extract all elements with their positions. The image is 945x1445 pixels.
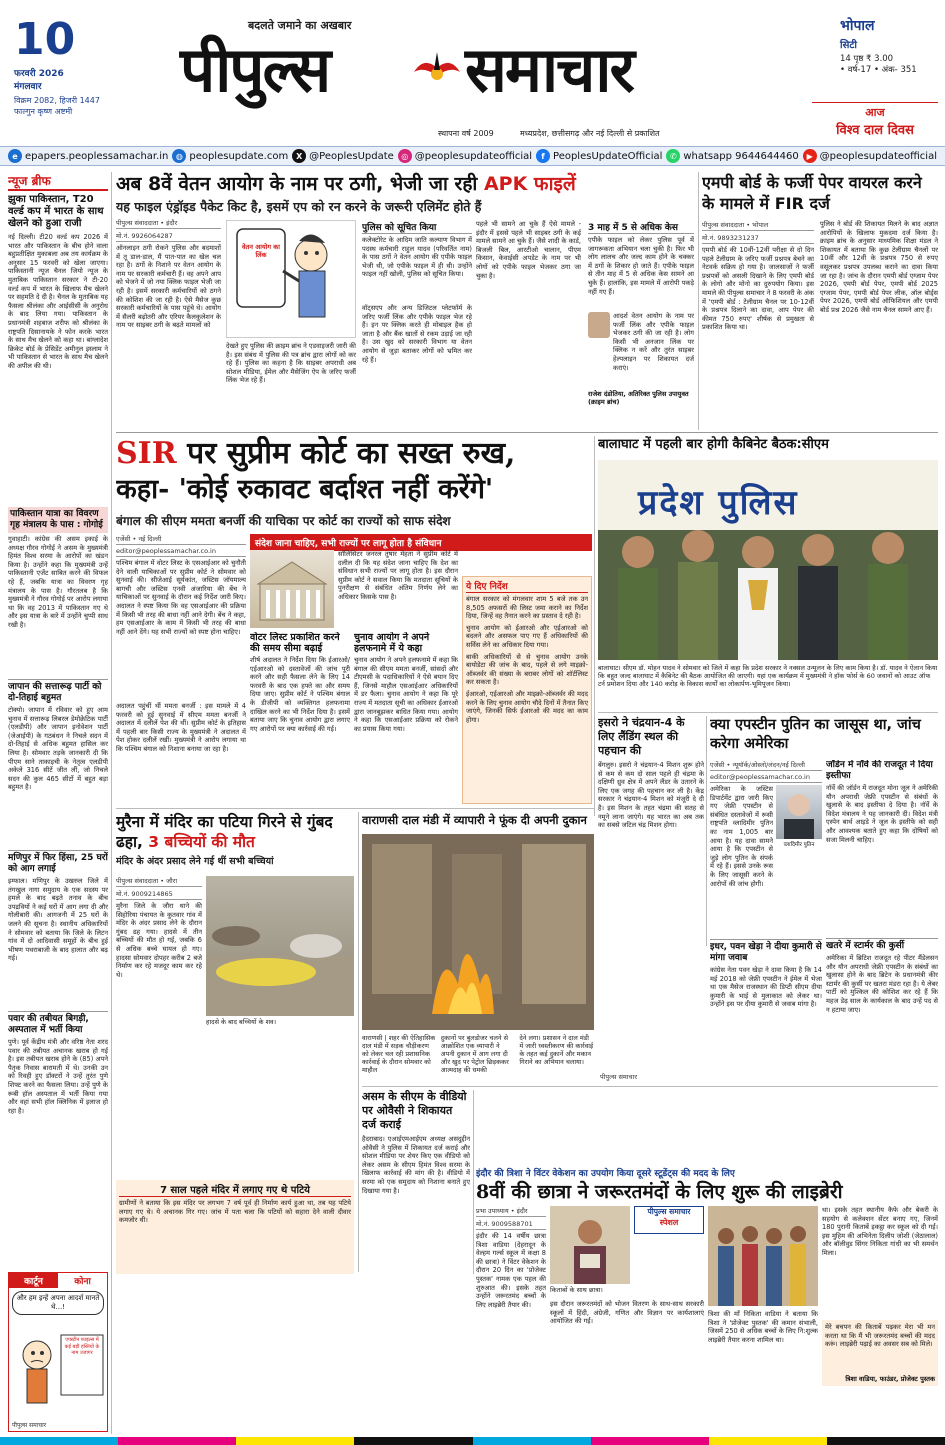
balaghat-caption: बालाघाट। सीएम डॉ. मोहन यादव ने सोमवार को जिले में कहा कि प्रदेश सरकार ने नक्सल उन्मूलन के लिए काम किया है। डॉ. यादव ने ऐलान किया कि बहुत जल्द बालाघाट में कैबिनेट की बैठक आयोजित की जाएगी। यहां एक कार्यक्रम में मुख्यमंत्री ने हॉक फोर्स के 60 जवानों को आउट ऑफ टर्न प्रमोशन दिया और 140 करोड़ के विकास कार्यों का लोकार्पण-भूमिपूजन किया। [598, 664, 938, 688]
social-x[interactable] [292, 149, 394, 163]
putin-photo [776, 785, 822, 848]
court-photo [250, 550, 334, 628]
mpboard-headline: एमपी बोर्ड के फर्जी पेपर वायरल करने के मामले में FIR दर्ज [702, 173, 922, 213]
epstein-col-1 [710, 760, 822, 1162]
phone-cartoon-drawing [227, 221, 356, 338]
apk-col-3 [362, 220, 472, 428]
city-name: भोपाल [840, 18, 875, 34]
morena-subhead: मंदिर के अंदर प्रसाद लेने गई थीं सभी बच्चियां [116, 856, 274, 867]
social-facebook[interactable] [536, 149, 662, 163]
mpboard-story [702, 172, 938, 430]
issue-number: • वर्ष-17 • अंक- 351 [840, 65, 917, 75]
phalgun-date: फाल्गुन कृष्ण अष्टमी [14, 107, 73, 116]
social-youtube-label: @peoplesupdateofficial [819, 150, 937, 162]
starmer-body: अमेरिका में ब्रिटिश राजदूत रहे पीटर मैंडेलसन और यौन अपराधी जेफ्री एपस्टीन के संबंधों का खुलासा होने के बाद ब्रिटेन के प्रधानमंत्री कीर स्टार्मर की कुर्सी पर खतरा मंडरा रहा है। ये लेबर पार्टी को मुश्किल की कोशिश कर रहे हैं कि महज डेढ़ साल के कार्यकाल के बाद उन्हें पद से न हटाया जाए। [826, 954, 938, 1014]
jordan-body: नॉर्वे की जॉर्डन में राजदूत मोना जूल ने अमेरिकी यौन अपराधी जेफ्री एपस्टीन से संबंधों के खुलासे के बाद इस्तीफा दे दिया है। नॉर्वे के विदेश मंत्रालय ने यह जानकारी दी। विदेश मंत्री एस्पेन बार्थ आइडे ने जूल के इस्तीफे को सही और आवश्यक बताते हुए कहा कि दोषियों को सजा मिलनी चाहिए। [826, 784, 938, 844]
apk-box-body: कलेक्टोरेट के आदिम जाति कल्याण विभाग में पदस्थ कर्मचारी राहुल यादव (परिवर्तित नाम) के पास ठगों ने वेतन आयोग की एपीके फाइल भेजी थी, जो एपीके फाइल में ही थी। उन्होंने फाइल नहीं खोली, पुलिस को सूचित किया। [362, 236, 472, 279]
varanasi-story [362, 812, 594, 1082]
sir-sub2-title: वोटर लिस्ट प्रकाशित करने की समय सीमा बढ़ाई [250, 632, 340, 654]
rule-h-2 [598, 712, 938, 713]
sir-box-title: ये दिए निर्देश [466, 579, 588, 593]
published-from: मध्यप्रदेश, छत्तीसगढ़ और नई दिल्ली से प्रकाशित [520, 129, 660, 138]
apk-col-4 [476, 220, 581, 428]
library-headline: 8वीं की छात्रा ने जरूरतमंदों के लिए शुरू की लाइब्रेरी [476, 1181, 843, 1203]
fire-photo-drawing [362, 834, 594, 1030]
pawan-title: इधर, पवन खेड़ा ने दीया कुमारी से मांगा जवाब [710, 939, 822, 964]
pawan-body: कांग्रेस नेता पवन खेड़ा ने दावा किया है कि 14 मई 2018 को जेफ्री एपस्टीन ने ईमेल में भेजा था एक मैसेज राजस्थान की डिप्टी सीएम दीया कुमारी के भाई से मुलाकात को लेकर था। उन्होंने इस पर दीया कुमारी से जवाब मांगा है। [710, 966, 822, 1009]
rule-top-right [698, 172, 699, 430]
social-instagram-label: @peoplesupdateofficial [414, 150, 533, 162]
page-count-price: 14 पृष्ठ ₹ 3.00 [840, 54, 894, 64]
rule-left [111, 172, 112, 1434]
sir-body-2: अदालत पहुंचीं थीं ममता बनर्जी : इस मामले में 4 फरवरी को हुई सुनवाई में सीएम ममता बनर्जी ने अदालत में दलीलें पेश की थीं। सुप्रीम कोर्ट के इतिहास में पहली बार किसी राज्य के मुख्यमंत्री ने अदालत में पेश होकर दलीलें रखीं। मुख्यमंत्री ने आरोप लगाया था कि पश्चिम बंगाल को निशाना बनाया जा रहा है। [116, 702, 246, 753]
facebook-icon: f [536, 149, 550, 163]
epstein-col-2 [826, 760, 938, 1162]
brief-item-2-title: पाकिस्तान यात्रा का विवरण गृह मंत्रालय के पास : गोगोई [8, 507, 108, 533]
accident-photo-drawing [206, 876, 354, 1016]
library-col-3 [708, 1310, 818, 1436]
youtube-icon: ▶ [803, 149, 817, 163]
morena-box [116, 1180, 354, 1274]
mpboard-body-1: एमपी बोर्ड की 10वीं-12वीं परीक्षा से दो दिन पहले टेलीग्राम के जरिए फर्जी प्रश्नपत्र बेचने का नेटवर्क सक्रिय हो गया है। जालसाजों ने फर्जी प्रश्नपत्रों को असली दिखाने के लिए एमपी बोर्ड के लोगो और मोनो का दुरुपयोग किया। इस मामले की पीपुल्स समाचार ने 8 फरवरी के अंक में 'एमपी बोर्ड : टेलीग्राम चैनल पर 10-12वीं के प्रश्नपत्र दिलाने का दावा, आप पेपर की कीमत 750 रुपए' शीर्षक से प्रमुखता से प्रकाशित किया था। [702, 246, 814, 332]
logo-emblem [412, 44, 462, 94]
sir-body-3: सॉलिसिटर जनरल तुषार मेहता ने सुप्रीम कोर्ट में दलील दी कि यह संदेश जाना चाहिए कि देश का संविधान सभी राज्यों पर लागू होता है। इस दौरान सुप्रीम कोर्ट ने सवाल किया कि मतदाता सूचियों के पुनरीक्षण से संबंधित अंतिम निर्णय लेने का अधिकार किसके पास है। [338, 550, 458, 601]
library-phone: मो.नं. 9009588701 [476, 1219, 546, 1230]
owaisi-body: हैदराबाद। एआईएमआईएम अध्यक्ष असदुद्दीन ओवैसी ने पुलिस में शिकायत दर्ज कराई और सोशल मीडिया पर शेयर किए एक वीडियो को लेकर असम के सीएम हिमंत विश्व सरमा के खिलाफ कार्रवाई की मांग की है। वीडियो में सरमा को एक समुदाय को निशाना बनाते हुए दिखाया गया है। [362, 1135, 470, 1195]
sir-headline-2: कहा- 'कोई रुकावट बर्दाश्त नहीं करेंगे' [116, 474, 494, 505]
morena-body-1: मुरैना जिले के जौरा थाने की सिहोरिया पंचायत के कुतवार गांव में मंदिर के अंदर प्रसाद लेने के दौरान गुंबद ढह गया। हादसे में तीन बच्चियों की मौत हो गई, जबकि 6 से अधिक बच्चे घायल हो गए। हादसा सोमवार दोपहर करीब 2 बजे निर्माण कर रहे मजदूर काम कर रहे थे। [116, 902, 202, 979]
court-building-drawing [250, 550, 334, 628]
sir-subhead: बंगाल की सीएम ममता बनर्जी की याचिका पर कोर्ट का राज्यों को साफ संदेश [116, 514, 451, 528]
mpboard-col-1 [702, 220, 814, 430]
social-website[interactable] [172, 149, 288, 163]
library-col-1 [476, 1206, 546, 1436]
sir-col-2 [338, 550, 458, 630]
apk-col-2 [226, 342, 356, 428]
brief-item-4-body: इम्फाल। मणिपुर के उखरुल जिले में तंगखुल नागा समुदाय के एक सदस्य पर हमले के बाद बढ़ते तनाव के बीच उपद्रवियों ने कई घरों में आग लगा दी और गोलीबारी की। आगजनी में 25 घरों के जलने की सूचना है। स्थानीय अधिकारियों ने सोमवार को बताया कि जिले के लिटन गांव में दो आदिवासी समूहों के बीच हुई भीषण पथराबाजी के बाद हालात और बढ़ गई। [8, 877, 108, 963]
varanasi-caption-3: देने लगा। प्रशासन ने दाल मंडी में जारी ध्वस्तीकरण की कार्रवाई के तहत कई दुकानें और मकान गिराने का अभियान चलाया। [519, 1034, 594, 1066]
tagline: बदलते जमाने का अखबार [248, 19, 352, 32]
social-x-label: @PeoplesUpdate [309, 150, 394, 162]
cartoon-credit: पीपुल्स समाचार [12, 1422, 47, 1429]
today-event: विश्व दाल दिवस [836, 123, 914, 138]
apk-body-4: पहले भी सामने आ चुके हैं ऐसे मामले - इंदौर में इससे पहले भी साइबर ठगी के कई मामले सामने आ चुके हैं। जैसे शादी के कार्ड, बिजली बिल, आरटीओ चालान, पीएम किसान, केवाईसी अपडेट के नाम पर भी लोगों को एपीके फाइल भेजकर ठगा जा चुका है। [476, 220, 581, 280]
owaisi-headline: असम के सीएम के वीडियो पर ओवैसी ने शिकायत दर्ज कराई [362, 1090, 467, 1131]
balaghat-photo [598, 460, 938, 660]
apk-body-3: वॉट्सएप और अन्य डिजिटल प्लेटफॉर्म के जरिए फर्जी लिंक और एपीके फाइल भेज रहे हैं। इन पर क्लिक करते ही मोबाइल हैक हो जाता है और बैंक खातों से रकम उड़ाई जा रही है। उस खुद को सरकारी विभाग या वेतन आयोग से जुड़ा बताकर लोगों को भ्रमित कर रहे हैं। [362, 304, 472, 364]
varanasi-captions [362, 1034, 594, 1082]
library-quote: मेरे बचपन की किताबें पढ़कर मेरा भी मन करता था कि मैं भी जरूरतमंद बच्चों की मदद करूं। लाइब्रेरी पढ़ाई का अवसर सब को मिले। [825, 1323, 935, 1349]
rule-morena [358, 812, 359, 1272]
sir-box-item-3: बाकी अधिकारियों से से चुनाव आयोग उनके बायोडेटा की जांच के बाद, पहले से लगे माइक्रो-ऑब्जर्वर की संख्या के बराबर लोगों को शॉर्टलिस्ट कर सकता है। [466, 652, 588, 687]
sir-sub3-body: चुनाव आयोग ने अपने हलफनामे में कहा कि बंगाल की सीएम ममता बनर्जी, सांसदों और टीएमसी के पदाधिकारियों ने ऐसे बयान दिए हैं, जिनसे माहौल एसआईआर अधिकारियों में डर फैला। चुनाव आयोग ने कहा कि पूरे राज्य में मतदाता सूची का अधिकार ईआरओ द्वारा जानबूझकर बाधित किया गया। आयोग ने कहा कि एसआईआर प्रक्रिया को रोकने का प्रयास किया गया। [354, 656, 458, 733]
rule-isro [706, 716, 707, 946]
sir-sub3-title: चुनाव आयोग ने अपने हलफनामे में ये कहा [354, 632, 430, 654]
morena-phone: मो.नं. 9009214865 [116, 889, 202, 900]
apk-byline: पीपुल्स संवाददाता • इंदौर [116, 218, 221, 229]
library-photo [550, 1206, 630, 1284]
mpboard-body-2: पुलिस ने बोर्ड की शिकायत मिलने के बाद अज्ञात आरोपियों के खिलाफ मुकदमा दर्ज किया है। क्राइम ब्रांच के अनुसार माध्यमिक शिक्षा मंडल ने शिकायत में बताया कि कुछ टेलीग्राम चैनलों पर 10वीं और 12वीं के प्रश्नपत्र 750 से रुपए वसूलकर प्रश्नपत्र उपलब्ध कराने का दावा किया जा रहा है। जांच के दौरान एमपी बोर्ड एग्जाम पेपर 2026, एमपी बोर्ड पेपर, एमपी बोर्ड 2025 एग्जाम पेपर, एमपी बोर्ड पेपर लीक, ऑल बोर्ड्स पेपर 2026, एमपी बोर्ड ऑफिशियल और एमपी बोर्ड प्रश्न 2026 जैसे नाम चैनल सामने आए हैं। [820, 220, 938, 314]
brief-item-3-body: टोक्यो। जापान में रविवार को हुए आम चुनाव में सत्तारूढ़ लिबरल डेमोक्रेटिक पार्टी (एलडीपी) और जापान इनोवेशन पार्टी (जेआईपी) के गठबंधन ने निचले सदन में दो-तिहाई से अधिक बहुमत हासिल कर लिया है। सोमवार तड़के जानकारी दी कि पीएम साने ताकाइची के नेतृत्व एलडीपी अकेले 316 सीटें जीत लीं, जो निचले सदन की कुल 465 सीटों में बहुत बड़ा बहुमत है। [8, 706, 108, 792]
library-quote-name: त्रिशा वाडिया, फाउंडर, प्रोजेक्ट पुस्तक [845, 1375, 935, 1383]
balaghat-sign-text: प्रदेश पुलिस [638, 483, 799, 523]
mpboard-col-2 [820, 220, 938, 430]
library-col-2 [550, 1300, 704, 1436]
varanasi-photo [362, 834, 594, 1030]
sir-box-item-1: बंगाल सरकार को मंगलवार शाम 5 बजे तक उन 8,505 अफसरों की लिस्ट जमा कराने का निर्देश दिया, जिन्हें वह तैनात करने का प्रस्ताव दे रही है। [466, 595, 588, 621]
varanasi-caption-1: वाराणसी | शहर की ऐतिहासिक दाल मंडी में सड़क चौड़ीकरण को लेकर चल रही प्रशासनिक कार्रवाई के दौरान सोमवार को माहौल [362, 1034, 436, 1074]
sir-sub2-body: शीर्ष अदालत ने निर्देश दिया कि ईआरओ/एईआरओ को दस्तावेजों की जांच पूरी करने और सही फैसला लेने के लिए 14 फरवरी के बाद एक हफ्ते का और समय दिया जाए। सुप्रीम कोर्ट ने पश्चिम बंगाल के डीजीपी को व्यक्तिगत हलफनामा दाखिल करने का भी निर्देश दिया है। इसमें बताया जाए कि चुनाव आयोग द्वारा लगाए गए आरोपों पर क्या कार्रवाई की गई। [250, 656, 350, 733]
apk-story [116, 172, 694, 428]
epstein-body-1: अमेरिका के जस्टिस डिपार्टमेंट द्वारा जारी किए गए जेफ्री एपस्टीन से संबंधित दस्तावेजों में रूसी राष्ट्रपति व्लादिमीर पुतिन का नाम 1,005 बार आया है। यह दावा सामने आया है कि एपस्टीन से जुड़े लोग पुतिन के संपर्क में रहे हैं। इससे उनके रूस के लिए जासूसी करने के आरोपों की जांच होगी। [710, 785, 773, 888]
varanasi-credit: पीपुल्स समाचार [600, 1073, 637, 1081]
cartoon-label-2: कोना [58, 1273, 107, 1288]
apk-quote-avatar [588, 312, 610, 338]
sir-banner: संदेश जाना चाहिए, सभी राज्यों पर लागू होता है संविधान [250, 534, 592, 551]
library-badge-label: पीपुल्स समाचार [647, 1207, 691, 1216]
edition-box [840, 16, 940, 75]
mpboard-phone: मो.नं. 9893231237 [702, 233, 814, 244]
apk-cases-body: एपीके फाइल को लेकर पुलिस पूर्व में जागरूकता अभियान चला चुकी है। फिर भी लोग लालच और जल्द काम होने के चक्कर में ठगों के शिकार हो जाते हैं। एपीके फाइल से तीन माह में 5 से अधिक केस सामने आ चुके हैं। हालांकि, इस मामले में आरोपी पकड़े नहीं गए हैं। [588, 236, 694, 296]
apk-headline-part2: APK फाइलें [483, 173, 576, 195]
today-box [812, 102, 938, 138]
social-facebook-label: PeoplesUpdateOfficial [553, 150, 663, 162]
social-youtube[interactable] [803, 149, 937, 163]
month-year: फरवरी 2026 [14, 69, 64, 79]
library-body-1: इंदौर की 14 वर्षीय छात्रा त्रिशा वाडिया (देहरादून के वेल्हम गर्ल्स स्कूल में कक्षा 8 की छात्रा) ने विंटर वेकेशन के दौरान 20 दिन का 'प्रोजेक्ट पुस्तक' नामक एक पहल की शुरुआत की। इसके तहत उन्होंने जरूरतमंद बच्चों के लिए लाइब्रेरी तैयार की। [476, 1232, 546, 1309]
city-edition: सिटी [840, 40, 857, 51]
title-left: पीपुल्स [180, 33, 330, 106]
morena-story [116, 812, 354, 1274]
globe-icon: ◍ [172, 149, 186, 163]
sir-col-3 [250, 632, 350, 804]
cartoon-sign: एपस्टीन फाइल्स में कई बड़ी हस्तियों के नाम उजागर [64, 1337, 100, 1356]
vikram-date: विक्रम 2082, हिजरी 1447 [14, 96, 100, 105]
rule-h-1 [116, 432, 938, 433]
newspaper-title [180, 30, 700, 120]
apk-headline [116, 172, 694, 196]
library-badge [634, 1206, 704, 1234]
news-brief-column [8, 172, 108, 1272]
varanasi-headline: वाराणसी दाल मंडी में व्यापारी ने फूंक दी अपनी दुकान [362, 813, 587, 827]
sir-byline: एजेंसी • नई दिल्ली [116, 534, 246, 545]
social-whatsapp[interactable] [666, 149, 798, 163]
instagram-icon: ◎ [398, 149, 412, 163]
sir-col-4 [354, 632, 458, 804]
balaghat-story [598, 436, 938, 708]
balaghat-headline: बालाघाट में पहली बार होगी कैबिनेट बैठक:सीएम [598, 437, 829, 452]
mpboard-byline: पीपुल्स संवाददाता • भोपाल [702, 220, 814, 231]
epstein-byline: एजेंसी • न्यूयॉर्क/ओस्लो/लंदन/नई दिल्ली [710, 760, 822, 771]
library-byline: प्रभा उपाध्याय • इंदौर [476, 1206, 546, 1217]
cartoon-label: कार्टून [9, 1273, 58, 1288]
apk-subhead: यह फाइल एंड्रॉइड पैकेट किट है, इसमें एप को रन करने के जरूरी एलिमेंट होते हैं [116, 199, 482, 214]
social-whatsapp-label: whatsapp 9644644460 [683, 150, 799, 162]
sir-directions-box [462, 576, 592, 804]
isro-headline: इसरो ने चंद्रयान-4 के लिए लैंडिंग स्थल की पहचान की [598, 716, 685, 757]
epstein-story [710, 716, 938, 1162]
jordan-title: जॉर्डन में नॉर्वे की राजदूत ने दिया इस्तीफा [826, 760, 933, 781]
x-icon: X [292, 149, 306, 163]
morena-col-1 [116, 876, 202, 1176]
weekday: मंगलवार [14, 82, 42, 92]
cartoon-bubble: और हम इन्हें अपना आदर्श मानते थे...! [12, 1291, 104, 1315]
masthead [0, 0, 945, 146]
morena-box-title: 7 साल पहले मंदिर में लगाए गए थे पटिये [119, 1182, 351, 1197]
morena-headline-part1: मुरैना में मंदिर का पटिया गिरने से गुंबद ढहा, [116, 813, 333, 851]
epstein-headline: क्या एपस्टीन पुतिन का जासूस था, जांच करेगा अमेरिका [710, 717, 921, 752]
library-quote-box [822, 1320, 938, 1386]
cartoon-corner [8, 1272, 108, 1432]
group-photo-drawing [708, 1206, 818, 1306]
library-body-4: था। इसके तहत स्थानीय कैफे और बेकरी के सहयोग से कलेक्शन सेंटर बनाए गए, जिनमें 180 पुरानी किताबें इकट्ठा कर स्कूल को दी गईं। इस मुहिम की अभिनेता दिलीप जोशी (जेठालाल) और बॉलीवुड सिंगर निकिता गांधी का भी समर्थन मिला। [822, 1206, 938, 1257]
library-story [476, 1166, 938, 1436]
library-kicker: इंदौर की त्रिशा ने विंटर वेकेशन का उपयोग किया दूसरे स्टूडेंट्स की मदद के लिए [476, 1169, 735, 1179]
sir-story [116, 436, 592, 804]
apk-body-2: देखते हुए पुलिस की क्राइम ब्रांच ने एडवाइजरी जारी की है। इस संबंध में पुलिस की पत्र ब्रांच द्वारा लोगों को कर रहे हैं। पुलिस का कहना है कि साइबर अपराधी अब सोशल मीडिया, ईमेल और मैसेजिंग ऐप के जरिए फर्जी लिंक भेज रहे हैं। [226, 342, 356, 385]
social-website-label: peoplesupdate.com [189, 150, 289, 162]
social-instagram[interactable] [398, 149, 532, 163]
brief-item-1-title: झुका पाकिस्तान, T20 वर्ल्ड कप में भारत के साथ खेलने को हुआ राजी [8, 194, 104, 229]
morena-col-2 [206, 1030, 354, 1170]
library-badge-label-2: स्पेशल [659, 1218, 679, 1227]
varanasi-caption-2: दुकानों पर बुलडोजर चलने से आक्रोशित एक व्यापारी ने अपनी दुकान में आग लगा दी और खुद पर पेट्रोल छिड़ककर आत्मदाह की धमकी [440, 1034, 509, 1074]
sir-email: editor@peoplessamachar.co.in [116, 547, 246, 557]
morena-headline-part2: 3 बच्चियों की मौत [148, 833, 255, 851]
apk-phone: मो.नं. 9926064287 [116, 231, 221, 242]
putin-portrait-drawing [776, 785, 822, 839]
putin-label: व्लादिमीर पुतिन [783, 842, 815, 848]
morena-body-1b [206, 1030, 354, 1170]
date-day: 10 [14, 14, 76, 65]
sir-headline-sir: SIR [116, 436, 177, 471]
title-right: समाचार [465, 33, 633, 106]
brief-item-5-title: पवार की तबीयत बिगड़ी, अस्पताल में भर्ती किया [8, 1011, 108, 1036]
brief-item-4-title: मणिपुर में फिर हिंसा, 25 घरों को आग लगाई [8, 850, 108, 875]
isro-body: बेंगलुरु। इसरो ने चंद्रयान-4 मिशन शुरू होने से कम से कम दो साल पहले ही चंद्रमा के दक्षिणी ध्रुव क्षेत्र में अपने लैंडर के उतारने के लिए एक जगह की पहचान कर ली है। केंद्र सरकार ने चंद्रयान-4 मिशन को मंजूरी दे दी है। इस मिशन के तहत चंद्रमा की सतह से नमूने लाना जाएंगे। यह भारत का अब तक का सबसे जटिल चंद्र मिशन होगा। [598, 761, 704, 830]
library-body-2: इस दौरान जरूरतमंदों को भोजन वितरण के साथ-साथ सरकारी स्कूलों में हिंदी, अंग्रेजी, गणित और विज्ञान पर कार्यशालाएं आयोजित की गईं। [550, 1300, 704, 1326]
social-epaper-label: epapers.peoplessamachar.in [25, 150, 169, 162]
epaper-icon: e [8, 149, 22, 163]
sir-box-item-4: ईआरओ, एईआरओ और माइक्रो-ऑब्जर्वर की मदद करने के लिए चुनाव आयोग चौदे दिनों में तैनात किए जाएंगे, जिनकी सिर्फ ईआरओ की मदद का काम होगा। [466, 689, 588, 724]
owaisi-story [362, 1090, 470, 1274]
rule-owaisi [473, 1090, 474, 1274]
library-photo-caption: किताबों के साथ छात्रा। [550, 1286, 603, 1294]
student-photo-drawing [550, 1206, 630, 1284]
whatsapp-icon: ✆ [666, 149, 680, 163]
library-group-photo [708, 1206, 818, 1306]
apk-headline-part1: अब 8वें वेतन आयोग के नाम पर ठगी, भेजी जा रही [116, 173, 478, 195]
apk-col-5 [588, 220, 694, 428]
rule-h-4 [362, 1086, 938, 1087]
sir-headline-1 [116, 436, 592, 472]
social-epaper[interactable] [8, 149, 168, 163]
morena-photo-caption: हादसे के बाद बच्चियों के शव। [206, 1018, 277, 1026]
apk-box-title: पुलिस को सूचित किया [362, 220, 472, 234]
brief-item-1-body: नई दिल्ली। टी20 वर्ल्ड कप 2026 में भारत और पाकिस्तान के बीच होने वाला बहुप्रतीक्षित मुकाबला अब तय कार्यक्रम के अनुसार 15 फरवरी को खेला जाएगा। पाकिस्तानी न्यूज चैनल जियो न्यूज के मुताबिक पाकिस्तान सरकार ने टी-20 वर्ल्ड कप में भारत के खिलाफ मैच खेलने पर सहमति दे दी है। चैनल के मुताबिक यह फैसला श्रीलंका और आईसीसी के अनुरोध के बाद लिया गया। पाकिस्तान के प्रधानमंत्री शहबाज शरीफ को श्रीलंका के राष्ट्रपति दिसानायके ने फोन करके भारत के साथ मैच खेलने को कहा था। बांग्लादेश क्रिकेट बोर्ड के प्रेसिडेंट अमीनुल इस्लाम ने भी पाकिस्तान से भारत के साथ मैच खेलने की अपील की थी। [8, 233, 108, 370]
apk-cartoon-caption: वेतन आयोग का लिंक [242, 243, 280, 259]
morena-photo [206, 876, 354, 1016]
print-color-bar [0, 1437, 945, 1445]
date-box [14, 14, 114, 117]
sir-body-1: पश्चिम बंगाल में वोटर लिस्ट के एसआईआर को चुनौती देने वाली याचिकाओं पर सुप्रीम कोर्ट ने सोमवार को सुनवाई की। सीजेआई सूर्यकांत, जस्टिस जॉयमाल्य बागची और जस्टिस एनवी अंजारिया की बेंच ने याचिकाओं पर सुनवाई के दौरान कई निर्देश जारी किए। अदालत ने स्पष्ट किया कि वह एसआईआर की प्रक्रिया में किसी भी तरह की बाधा नहीं आने देगी। बेंच ने कहा, हम एसआईआर के काम में किसी भी तरह की बाधा नहीं आने देंगे। यह सभी राज्यों को स्पष्ट होना चाहिए। [116, 559, 246, 636]
rule-h-3 [116, 808, 594, 809]
apk-col-1 [116, 218, 221, 428]
today-label: आज [865, 106, 885, 119]
brief-item-5-body: पुणे। पूर्व केंद्रीय मंत्री और वरिष्ठ नेता शरद पवार की तबीयत अचानक खराब हो गई है। इस तबीयत खराब होने के (85) अपने पैतृक निवास बारामती में थे। उनकी उन को रिवही हुए डॉक्टरों ने उन्हें तुरंत पुणे शिफ्ट करने का फैसला लिया। उन्हें पुणे के रूबी हॉल अस्पताल में भर्ती किया गया और वहां सभी हॉल क्लिनिक में इलाज हो रहा है। [8, 1038, 108, 1115]
apk-cartoon [226, 220, 356, 338]
morena-box-body: ग्रामीणों ने बताया कि इस मंदिर पर लगभग 7 वर्ष पूर्व ही निर्माण कार्य हुआ था, तब यह पटिये लगाए गए थे। ये अचानक गिर गए। जांच में पता चला कि पटियों को सहारा देने वाली दीवार कमजोर थी। [119, 1199, 351, 1225]
apk-quote-body: आदर्श वेतन आयोग के नाम पर फर्जी लिंक और एपीके फाइल भेजकर ठगी की जा रही है। लोग किसी भी अनजान लिंक पर क्लिक न करें और तुरंत साइबर हेल्पलाइन पर शिकायत दर्ज कराएं। [613, 312, 694, 372]
established: स्थापना वर्ष 2009 [438, 129, 494, 138]
sir-headline-rest: पर सुप्रीम कोर्ट का सख्त रुख, [187, 436, 516, 471]
social-bar [0, 146, 945, 166]
apk-cases-title: 3 माह में 5 से अधिक केस [588, 220, 694, 234]
apk-quote-name: राजेश दंडोतिया, अतिरिक्त पुलिस उपायुक्त (क्राइम ब्रांच) [588, 390, 689, 406]
library-col-4 [822, 1206, 938, 1436]
epstein-email: editor@peoplessamachar.co.in [710, 773, 822, 783]
morena-headline [116, 812, 354, 852]
brief-item-3-title: जापान की सत्तारूढ़ पार्टी को दो-तिहाई बहुमत [8, 679, 108, 704]
morena-byline: पीपुल्स संवाददाता • जौरा [116, 876, 202, 887]
apk-body-1: ऑनलाइन ठगी रोकने पुलिस और बदमाशों में तू डाल-डाल, मैं पात-पात का खेल चल रहा है। ठगों के निशाने पर वेतन आयोग के नाम पर सरकारी कर्मचारी हैं। वह अपने आप को भेजने में जो नया क्लिक फाइल भेजी जा रही है। इसमें सरकारी कर्मचारियों को ठगने की कोशिश की जा रही है। ऐसे मैसेज कुछ सरकारी कर्मचारियों के पास पहुंचे थे। आयोग में सैलरी बढ़ोतरी और एरियर कैलकुलेशन के नाम पर साइबर ठगी के बढ़ते मामलों को [116, 244, 221, 330]
brief-header: न्यूज ब्रीफ [8, 172, 108, 191]
sir-box-item-2: चुनाव आयोग को ईआरओ और एईआरओ को बदलने और असफल पाए गए हैं अधिकारियों की सर्विस लेने का अधिकार दिया गया। [466, 623, 588, 649]
brief-item-2-body: गुवाहाटी। कांग्रेस की असम इकाई के अध्यक्ष गौरव गोगोई ने असम के मुख्यमंत्री हिमंत विश्व सरमा के आरोपों का खंडन किया है। उन्होंने कहा कि मुख्यमंत्री उन्हें पाकिस्तानी एजेंट साबित करने की विफल रहे हैं, जबकि यात्रा का विवरण गृह मंत्रालय के पास है। गौरतलब है कि मुख्यमंत्री ने गौरव गोगोई पर आरोप लगाया था कि वह 2013 में पाकिस्तान गए थे और इस यात्रा के बारे में उन्होंने चुप्पी साध रखी है। [8, 535, 108, 629]
rule-mid [594, 436, 595, 816]
isro-story [598, 716, 704, 946]
starmer-title: खतरे में स्टार्मर की कुर्सी [826, 938, 938, 952]
library-body-3: त्रिशा की माँ निकिता वाडिया ने बताया कि त्रिशा ने 'प्रोजेक्ट पुस्तक' की कमान संभाली, जिसमें 250 से अधिक बच्चों के लिए नि:शुल्क लाइब्रेरी तैयार करना शामिल था। [708, 1310, 818, 1344]
sir-col-1 [116, 534, 246, 804]
